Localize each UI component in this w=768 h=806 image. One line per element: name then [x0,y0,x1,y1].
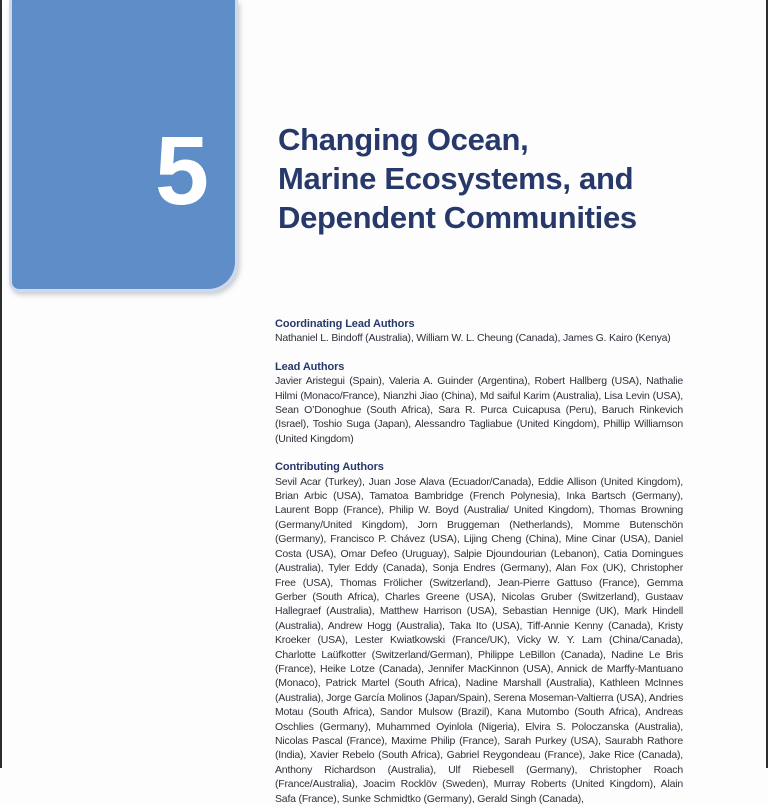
chapter-title-line-3: Dependent Communities [278,199,637,235]
chapter-title [278,120,728,237]
authors-section-lead [275,360,683,446]
section-body-coordinating-lead-authors: Nathaniel L. Bindoff (Australia), William W. L. Cheung (Canada), James G. Kairo (Kenya) [275,332,671,345]
authors-section-contributing [275,460,683,806]
chapter-number-box [9,0,238,292]
chapter-number: 5 [155,116,209,225]
page-edge-left [0,0,2,768]
authors-section-coordinating-lead [275,317,683,346]
section-body-contributing-authors: Sevil Acar (Turkey), Juan Jose Alava (Ecuador/Canada), Eddie Allison (United Kingdom), Brian Arbic (USA), Tamatoa Bambridge (French Polynesia), Inka Bartsch (Germany), Laurent Bopp (France), Philip W. Boyd (Australia/ United Kingdom), Thomas Browning (Germany/United Kingdom), Jorn Bruggeman (Netherlands), Momme Butenschön (Germany), Francisco P. Chávez (USA), Lijing Cheng (China), Mine Cinar (USA), Daniel Costa (USA), Omar Defeo (Uruguay), Salpie Djoundourian (Lebanon), Catia Domingues (Australia), Tyler Eddy (Canada), Sonja Endres (Germany), Alan Fox (UK), Christopher Free (USA), Thomas Frölicher (Switzerland), Jean-Pierre Gattuso (France), Gemma Gerber (South Africa), Charles Greene (USA), Nicolas Gruber (Switzerland), Gustaav Hallegraef (Australia), Matthew Harrison (USA), Sebastian Hennige (UK), Mark Hindell (Australia), Andrew Hogg (Australia), Taka Ito (USA), Tiff-Annie Kenny (Canada), Kristy Kroeker (USA), Lester Kwiatkowski (France/UK), Vicky W. Y. Lam (China/Canada), Charlotte Laüfkotter (Switzerland/German), Philippe LeBillon (Canada), Nadine Le Bris (France), Heike Lotze (Canada), Jennifer MacKinnon (USA), Annick de Marffy-Mantuano (Monaco), Patrick Martel (South Africa), Nadine Marshall (Australia), Kathleen McInnes (Australia), Jorge García Molinos (Japan/Spain), Serena Moseman-Valtierra (USA), Andries Motau (South Africa), Sandor Mulsow (Brazil), Kana Mutombo (South Africa), Andreas Oschlies (Germany), Muhammed Oyinlola (Nigeria), Elvira S. Poloczanska (Australia), Nicolas Pascal (France), Maxime Philip (France), Sarah Purkey (USA), Saurabh Rathore (India), Xavier Rebelo (South Africa), Gabriel Reygondeau (France), Jake Rice (Canada), Anthony Richardson (Australia), Ulf Riebesell (Germany), Christopher Roach (France/Australia), Joacim Rocklöv (Sweden), Murray Roberts (United Kingdom), Alain Safa (France), Sunke Schmidtko (Germany), Gerald Singh (Canada), [275,475,683,805]
section-body-lead-authors: Javier Aristegui (Spain), Valeria A. Guinder (Argentina), Robert Hallberg (USA), Nathalie Hilmi (Monaco/France), Nianzhi Jiao (China), Md saiful Karim (Australia), Lisa Levin (USA), Sean O’Donoghue (South Africa), Sara R. Purca Cuicapusa (Peru), Baruch Rinkevich (Israel), Toshio Suga (Japan), Alessandro Tagliabue (United Kingdom), Phillip Williamson (United Kingdom) [275,375,683,445]
chapter-title-line-1: Changing Ocean, [278,121,529,157]
authors-block [275,317,683,806]
section-heading-lead-authors: Lead Authors [275,360,345,373]
chapter-title-line-2: Marine Ecosystems, and [278,160,634,196]
section-heading-contributing-authors: Contributing Authors [275,461,384,474]
section-heading-coordinating-lead-authors: Coordinating Lead Authors [275,318,415,330]
